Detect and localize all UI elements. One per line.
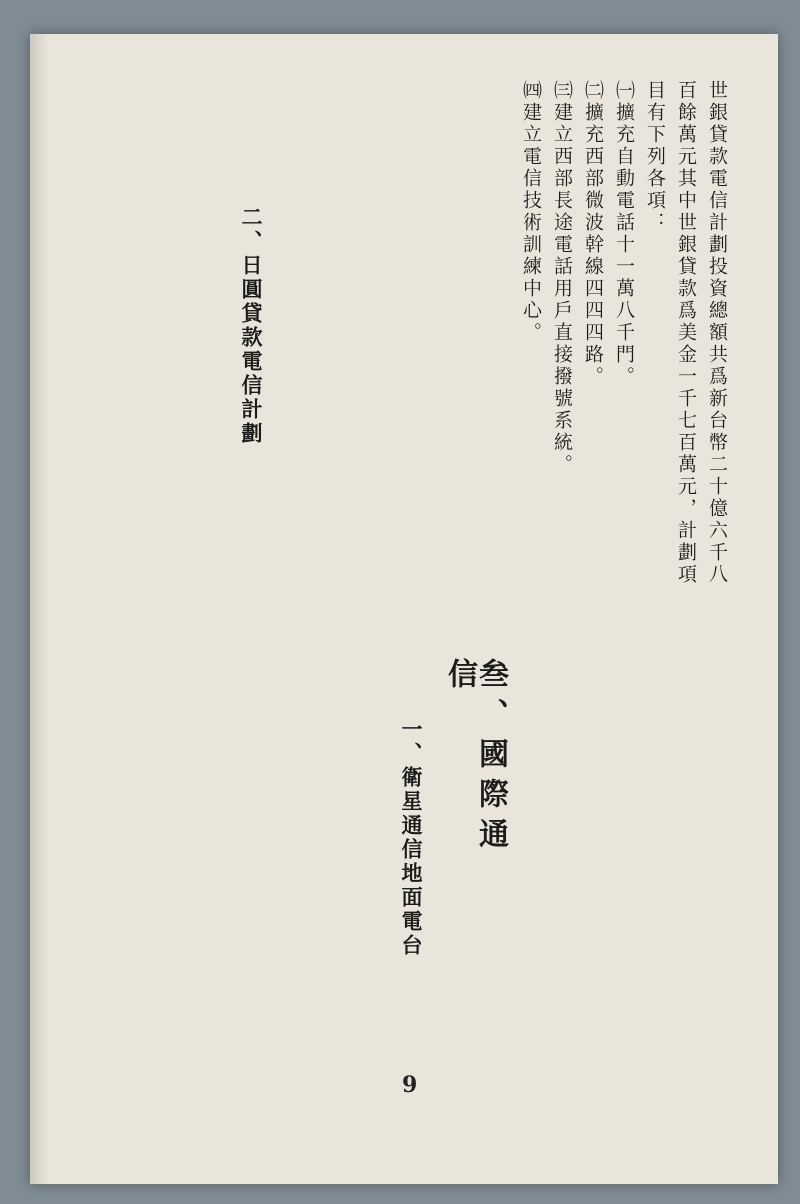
page-fold-shadow <box>30 34 48 1184</box>
subheading-satellite-station: 一、衛星通信地面電台 <box>399 718 424 958</box>
page-number: 9 <box>402 1072 418 1098</box>
section-heading-jp-loan: 二、日圓貸款電信計劃 <box>239 206 264 446</box>
document-page <box>30 34 778 1184</box>
upper-text-block: 世銀貸款電信計劃投資總額共爲新台幣二十億六千八百餘萬元其中世銀貸款爲美金一千七百萬元，計劃項目有下列各項： ㈠擴充自動電話十一萬八千門。 ㈡擴充西部微波幹線四四四路。 ㈢建立西部長途電話用戶直接撥號系統。 ㈣建立電信技術訓練中心。 <box>520 80 728 586</box>
section-heading-international: 叁、國際通信 <box>442 658 508 858</box>
